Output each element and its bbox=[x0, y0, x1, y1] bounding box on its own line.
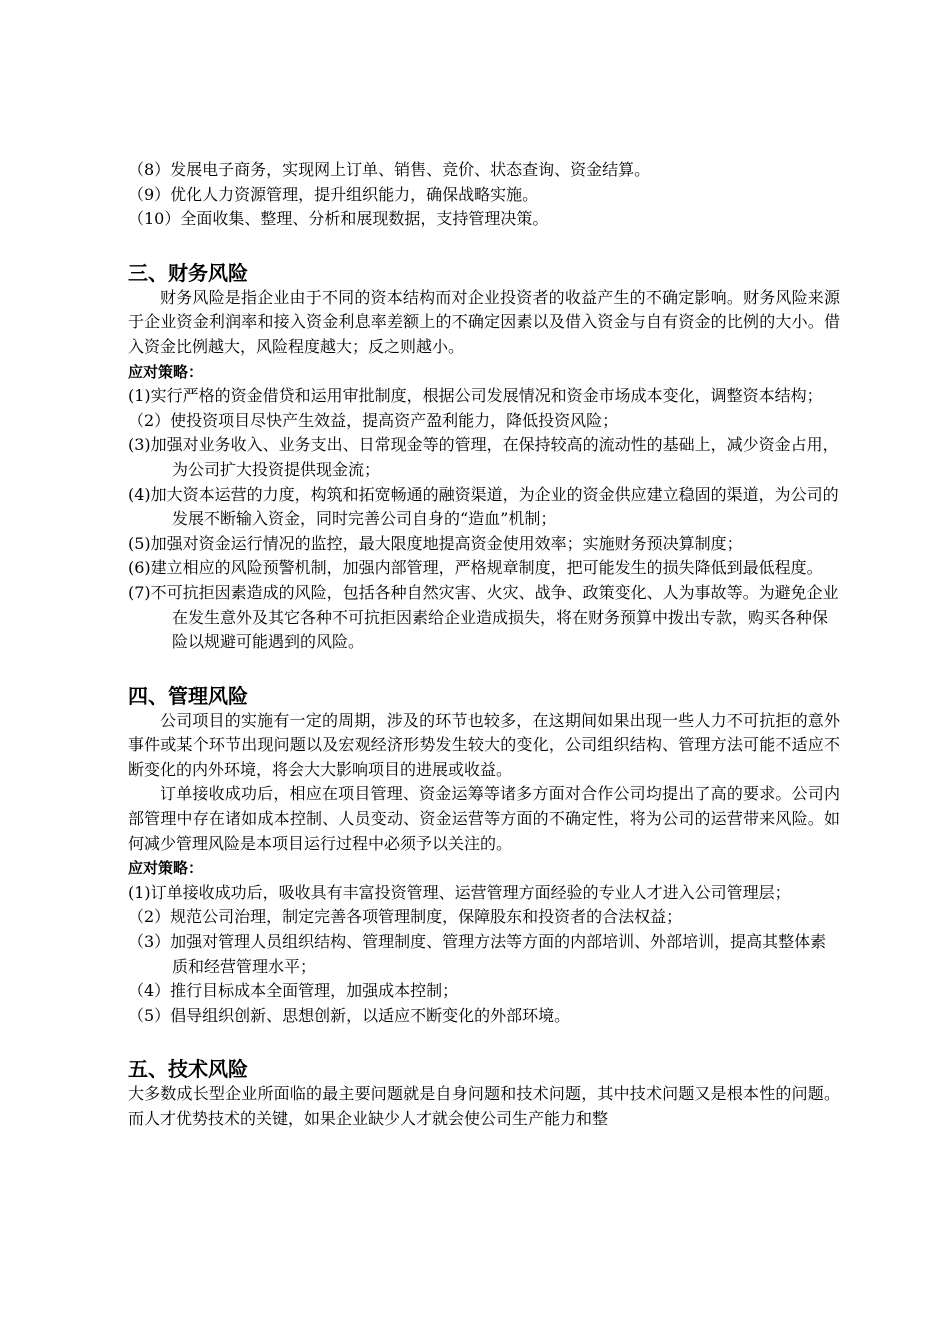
section-paragraph: 订单接收成功后，相应在项目管理、资金运筹等诸多方面对合作公司均提出了高的要求。公司内部管理中存在诸如成本控制、人员变动、资金运营等方面的不确定性，将为公司的运营带来风险。如何减少管理风险是本项目运行过程中必须予以关注的。 bbox=[128, 784, 840, 853]
list-item: (4)加大资本运营的力度，构筑和拓宽畅通的融资渠道，为企业的资金供应建立稳固的渠道，为公司的发展不断输入资金，同时完善公司自身的“造血”机制； bbox=[128, 484, 839, 529]
section-heading-technology-risk: 五、技术风险 bbox=[128, 1057, 248, 1082]
list-item: （5）倡导组织创新、思想创新，以适应不断变化的外部环境。 bbox=[128, 1005, 571, 1025]
list-item: （4）推行目标成本全面管理，加强成本控制； bbox=[128, 981, 459, 1001]
document-page bbox=[128, 158, 840, 1132]
list-item: （10）全面收集、整理、分析和展现数据，支持管理决策。 bbox=[128, 209, 549, 229]
list-item: （8）发展电子商务，实现网上订单、销售、竞价、状态查询、资金结算。 bbox=[128, 160, 651, 179]
section-heading-financial-risk: 三、财务风险 bbox=[128, 260, 248, 285]
section-heading-management-risk: 四、管理风险 bbox=[128, 683, 248, 708]
list-item: （2）使投资项目尽快产生效益，提高资产盈利能力，降低投资风险； bbox=[128, 410, 619, 430]
list-item: （3）加强对管理人员组织结构、管理制度、管理方法等方面的内部培训、外部培训，提高其整体素质和经营管理水平； bbox=[128, 932, 827, 976]
list-item: (5)加强对资金运行情况的监控，最大限度地提高资金使用效率；实施财务预决算制度； bbox=[128, 533, 743, 553]
list-item: (1)实行严格的资金借贷和运用审批制度，根据公司发展情况和资金市场成本变化，调整资本结构； bbox=[128, 386, 823, 406]
list-item: （9）优化人力资源管理，提升组织能力，确保战略实施。 bbox=[128, 184, 539, 204]
list-item: (7)不可抗拒因素造成的风险，包括各种自然灾害、火灾、战争、政策变化、人为事故等。为避免企业在发生意外及其它各种不可抗拒因素给企业造成损失，将在财务预算中拨出专款，购买各种保险以规避可能遇到的风险。 bbox=[128, 582, 839, 652]
section-paragraph: 公司项目的实施有一定的周期，涉及的环节也较多，在这期间如果出现一些人力不可抗拒的意外事件或某个环节出现问题以及宏观经济形势发生较大的变化，公司组织结构、管理方法可能不适应不断变化的内外环境，将会大大影响项目的进展或收益。 bbox=[128, 710, 840, 779]
list-item: (3)加强对业务收入、业务支出、日常现金等的管理，在保持较高的流动性的基础上，减少资金占用，为公司扩大投资提供现金流； bbox=[128, 435, 839, 479]
section-paragraph: 财务风险是指企业由于不同的资本结构而对企业投资者的收益产生的不确定影响。财务风险来源于企业资金利润率和接入资金利息率差额上的不确定因素以及借入资金与自有资金的比例的大小。借入资金比例越大，风险程度越大；反之则越小。 bbox=[128, 287, 840, 356]
list-item: (1)订单接收成功后，吸收具有丰富投资管理、运营管理方面经验的专业人才进入公司管理层； bbox=[128, 882, 791, 902]
list-item: (6)建立相应的风险预警机制，加强内部管理，严格规章制度，把可能发生的损失降低到最低程度。 bbox=[128, 558, 823, 578]
section-paragraph: 大多数成长型企业所面临的最主要问题就是自身问题和技术问题，其中技术问题又是根本性的问题。而人才优势技术的关键，如果企业缺少人才就会使公司生产能力和整 bbox=[128, 1084, 840, 1128]
strategy-label: 应对策略： bbox=[128, 362, 204, 381]
strategy-label: 应对策略： bbox=[128, 859, 204, 878]
list-item: （2）规范公司治理，制定完善各项管理制度，保障股东和投资者的合法权益； bbox=[128, 907, 683, 927]
